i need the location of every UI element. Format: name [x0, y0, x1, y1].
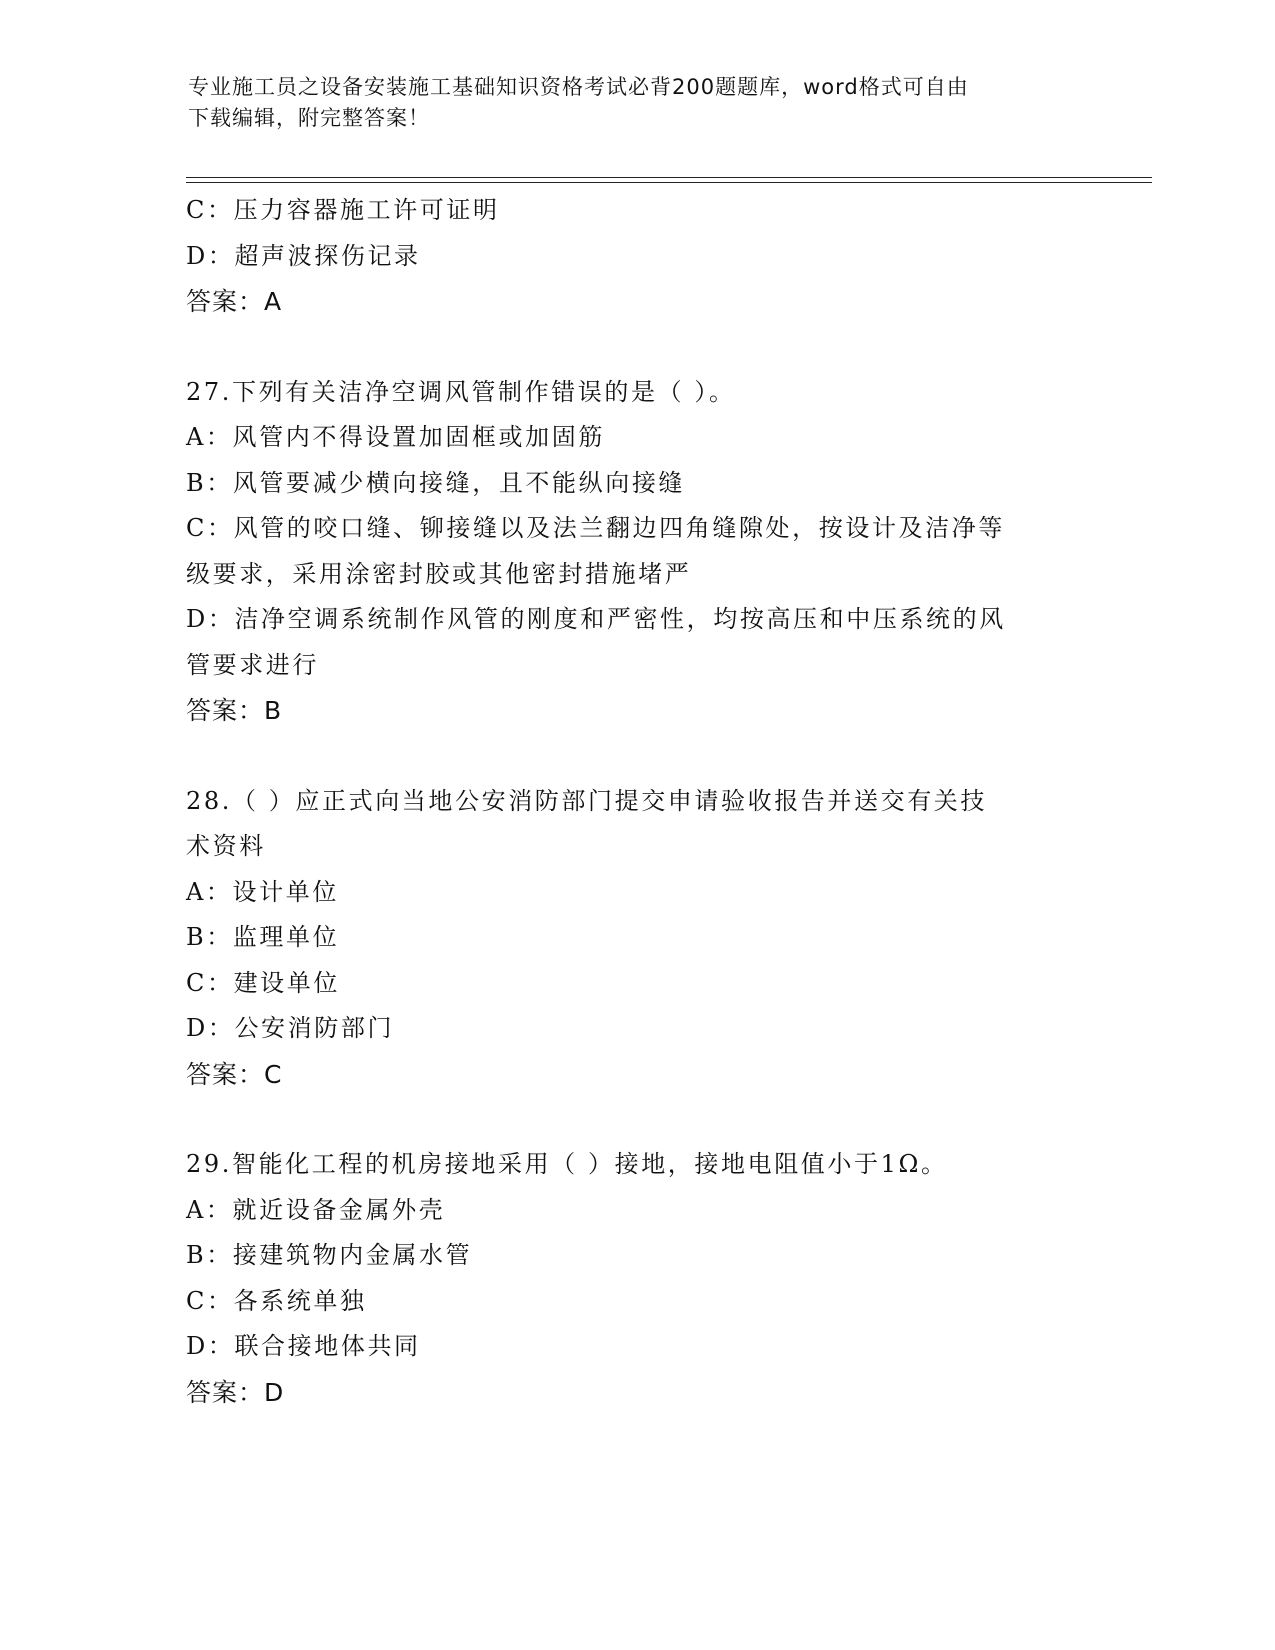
option-c: C：压力容器施工许可证明	[186, 196, 500, 224]
question-29	[186, 1142, 1076, 1415]
header-divider	[186, 177, 1152, 183]
answer: 答案：B	[186, 696, 283, 725]
option-d: D：超声波探伤记录	[186, 241, 421, 270]
option-d: D：公安消防部门	[186, 1014, 395, 1042]
question-28	[186, 779, 1076, 1098]
option-d-cont: 管要求进行	[186, 650, 319, 679]
answer: 答案：D	[186, 1377, 285, 1407]
option-d: D：联合接地体共同	[186, 1332, 421, 1360]
answer: 答案：C	[186, 1059, 283, 1089]
option-d: D：洁净空调系统制作风管的刚度和严密性，均按高压和中压系统的风	[186, 605, 1006, 633]
option-b: B：风管要减少横向接缝，且不能纵向接缝	[186, 468, 686, 497]
question-27	[186, 370, 1076, 734]
header-line-1: 专业施工员之设备安装施工基础知识资格考试必背200题题库，word格式可自由	[188, 75, 969, 99]
question-continuation	[186, 188, 1076, 325]
question-list	[186, 188, 1076, 1415]
option-c-cont: 级要求，采用涂密封胶或其他密封措施堵严	[186, 559, 692, 588]
option-a: A：就近设备金属外壳	[186, 1195, 446, 1224]
header-line-2: 下载编辑，附完整答案！	[188, 106, 430, 130]
option-a: A：设计单位	[186, 877, 339, 906]
answer: 答案：A	[186, 287, 283, 316]
option-c: C：各系统单独	[186, 1286, 367, 1315]
option-b: B：监理单位	[186, 923, 340, 951]
document-header	[188, 72, 1068, 134]
option-c: C：建设单位	[186, 968, 340, 997]
question-text: 28.（ ）应正式向当地公安消防部门提交申请验收报告并送交有关技	[186, 786, 987, 815]
option-a: A：风管内不得设置加固框或加固筋	[186, 423, 605, 451]
question-text: 27.下列有关洁净空调风管制作错误的是（ ）。	[186, 377, 736, 406]
question-text-cont: 术资料	[186, 832, 266, 860]
option-c: C：风管的咬口缝、铆接缝以及法兰翻边四角缝隙处，按设计及洁净等	[186, 514, 1005, 542]
option-b: B：接建筑物内金属水管	[186, 1241, 473, 1269]
question-text: 29.智能化工程的机房接地采用（ ）接地，接地电阻值小于1Ω。	[186, 1150, 948, 1178]
